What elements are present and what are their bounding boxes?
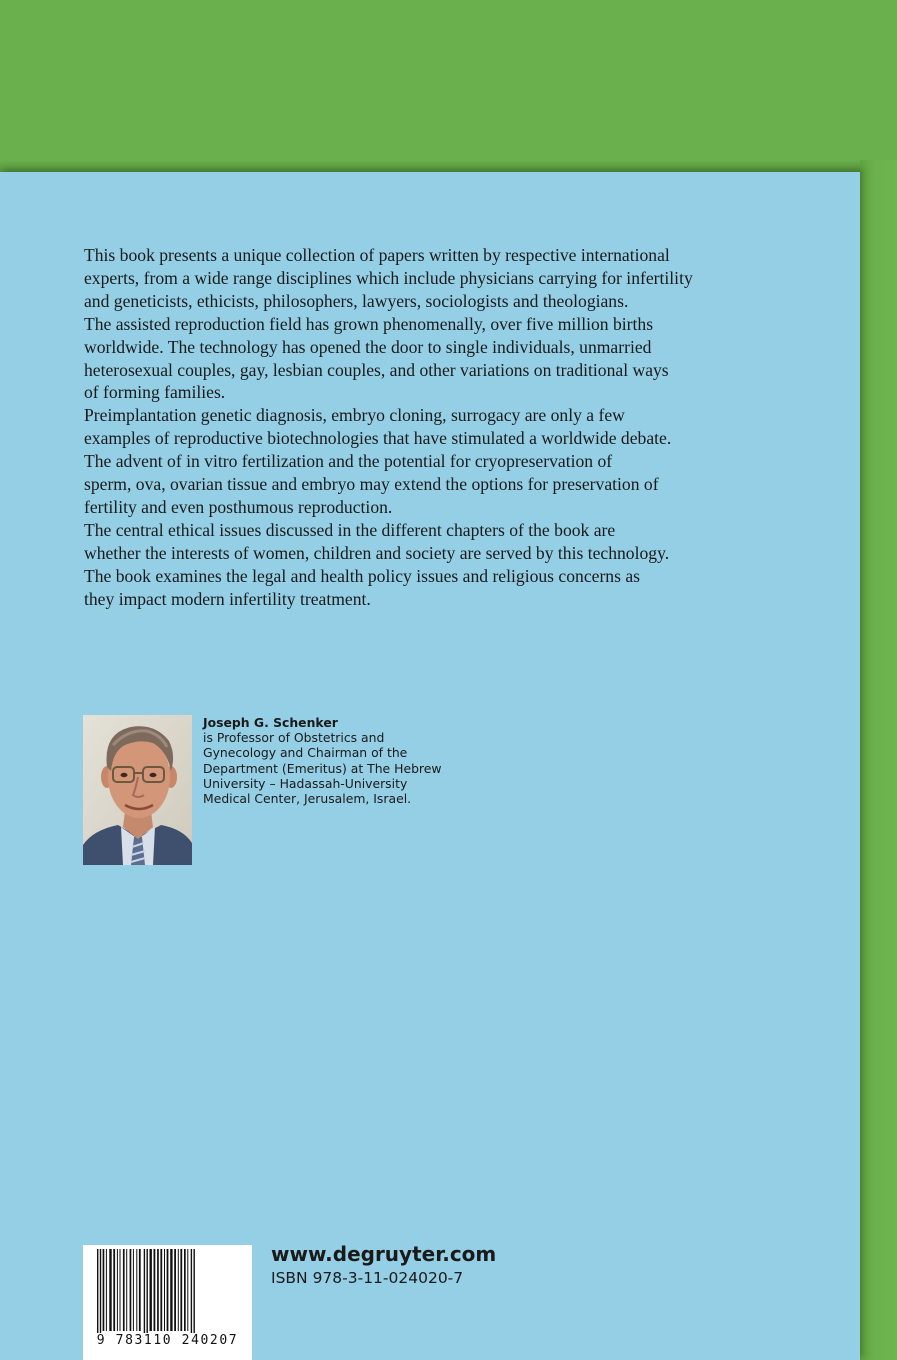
blurb-line: The advent of in vitro fertilization and the potential for cryopreservation of	[84, 451, 613, 472]
publisher-url[interactable]: www.degruyter.com	[271, 1242, 497, 1266]
barcode-bar	[106, 1249, 107, 1331]
blurb-line: and geneticists, ethicists, philosophers, lawyers, sociologists and theologians.	[84, 290, 629, 311]
blurb-line: heterosexual couples, gay, lesbian couples, and other variations on traditional ways	[84, 359, 669, 380]
barcode-bar	[150, 1249, 152, 1331]
barcode-bar	[187, 1249, 188, 1331]
blurb-line: Preimplantation genetic diagnosis, embryo cloning, surrogacy are only a few	[84, 405, 625, 426]
barcode-bar	[174, 1249, 176, 1331]
author-name: Joseph G. Schenker	[203, 715, 338, 730]
barcode-bar	[136, 1249, 137, 1331]
barcode-bar	[191, 1249, 192, 1333]
barcode-bar	[97, 1249, 98, 1333]
barcode-bar	[126, 1249, 127, 1331]
book-description	[84, 244, 774, 611]
barcode-bar	[184, 1249, 186, 1331]
blurb-line: sperm, ova, ovarian tissue and embryo may extend the options for preservation of	[84, 474, 659, 495]
barcode-bar	[100, 1249, 101, 1333]
barcode-bar	[147, 1249, 148, 1333]
blurb-line: of forming families.	[84, 382, 226, 403]
barcode-bar	[103, 1249, 105, 1331]
barcode-bars	[83, 1245, 252, 1333]
barcode-bar	[178, 1249, 179, 1331]
isbn-number: ISBN 978-3-11-024020-7	[271, 1269, 464, 1287]
blurb-line: they impact modern infertility treatment.	[84, 588, 371, 609]
barcode-bar	[154, 1249, 156, 1331]
author-bio	[203, 715, 483, 806]
blurb-line: worldwide. The technology has opened the door to single individuals, unmarried	[84, 336, 652, 357]
author-bio-line: Department (Emeritus) at The Hebrew	[203, 760, 442, 776]
blurb-line: The book examines the legal and health policy issues and religious concerns as	[84, 565, 640, 586]
author-bio-line: Medical Center, Jerusalem, Israel.	[203, 791, 412, 807]
barcode-bar	[113, 1249, 115, 1331]
barcode-bar	[180, 1249, 182, 1331]
blurb-line: fertility and even posthumous reproduction.	[84, 496, 393, 517]
blurb-line: examples of reproductive biotechnologies that have stimulated a worldwide debate.	[84, 428, 672, 449]
cover-top-band	[0, 0, 897, 172]
barcode-digits: 9 783110 240207	[96, 1333, 239, 1348]
barcode-bar	[170, 1249, 172, 1331]
author-bio-line: University – Hadassah-University	[203, 775, 408, 791]
cover-right-edge	[860, 160, 897, 1360]
author-portrait-icon	[83, 715, 192, 865]
barcode-bar	[167, 1249, 169, 1331]
blurb-line: whether the interests of women, children and society are served by this technology.	[84, 542, 670, 563]
barcode-bar	[139, 1249, 141, 1331]
barcode-bar	[109, 1249, 111, 1331]
barcode-bar	[144, 1249, 145, 1333]
barcode-bar	[117, 1249, 118, 1331]
barcode-bar	[194, 1249, 195, 1333]
blurb-line: The central ethical issues discussed in the different chapters of the book are	[84, 519, 616, 540]
barcode-bar	[160, 1249, 162, 1331]
barcode-bar	[123, 1249, 125, 1331]
blurb-line: The assisted reproduction field has grown phenomenally, over five million births	[84, 313, 654, 334]
barcode-bar	[130, 1249, 132, 1331]
barcode-bar	[133, 1249, 134, 1331]
author-bio-line: is Professor of Obstetrics and	[203, 730, 385, 746]
blurb-line: This book presents a unique collection of papers written by respective international	[84, 245, 670, 265]
author-bio-line: Gynecology and Chairman of the	[203, 745, 408, 761]
barcode-bar	[120, 1249, 121, 1331]
barcode-bar	[157, 1249, 159, 1331]
isbn-barcode	[83, 1245, 252, 1360]
blurb-line: experts, from a wide range disciplines which include physicians carrying for infertility	[84, 267, 693, 288]
back-cover-panel	[0, 172, 860, 1360]
barcode-bar	[164, 1249, 165, 1331]
